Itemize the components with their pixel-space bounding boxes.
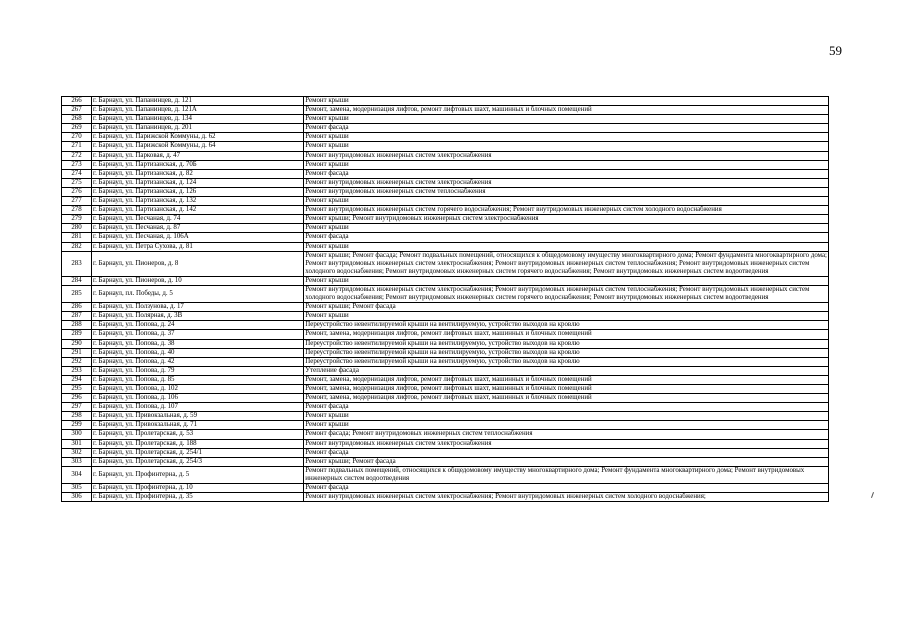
row-work-type: Ремонт крыши	[304, 421, 829, 430]
row-number: 279	[62, 215, 92, 224]
row-work-type: Ремонт крыши	[304, 242, 829, 251]
row-work-type: Ремонт внутридомовых инженерных систем электроснабжения; Ремонт внутридомовых инженерных систем холодного водоснабжения;	[304, 493, 829, 502]
row-work-type: Ремонт фасада	[304, 233, 829, 242]
row-address: г. Барнаул, ул. Папанинцев, д. 201	[92, 124, 304, 133]
table-row	[62, 151, 829, 160]
row-address: г. Барнаул, ул. Папанинцев, д. 121	[92, 97, 304, 106]
table-row	[62, 412, 829, 421]
row-address: г. Барнаул, ул. Петра Сухова, д. 81	[92, 242, 304, 251]
row-number: 305	[62, 484, 92, 493]
row-number: 280	[62, 224, 92, 233]
row-work-type: Ремонт внутридомовых инженерных систем электроснабжения	[304, 178, 829, 187]
table-row	[62, 197, 829, 206]
row-work-type: Ремонт фасада	[304, 448, 829, 457]
table-row	[62, 124, 829, 133]
row-work-type: Ремонт фасада	[304, 169, 829, 178]
row-number: 271	[62, 142, 92, 151]
table-row	[62, 403, 829, 412]
row-work-type: Ремонт крыши; Ремонт фасада	[304, 303, 829, 312]
row-number: 275	[62, 178, 92, 187]
row-address: г. Барнаул, ул. Партизанская, д. 70Б	[92, 160, 304, 169]
row-number: 299	[62, 421, 92, 430]
table-row	[62, 484, 829, 493]
row-work-type: Ремонт крыши; Ремонт внутридомовых инженерных систем электроснабжения	[304, 215, 829, 224]
row-work-type: Ремонт крыши; Ремонт фасада; Ремонт подвальных помещений, относящихся к общедомовому имуществу многоквартирного дома; Ремонт фундамента многоквартирного дома; Ремонт внутридомовых инженерных систем электроснабжения; Ремонт внутридомовых инженерных систем теплоснабжения; Ремонт внутридомовых инженерных систем холодного водоснабжения; Ремонт внутридомовых инженерных систем горячего водоснабжения; Ремонт внутридомовых инженерных систем водоотведения	[305, 251, 827, 275]
table-row	[62, 357, 829, 366]
table-row	[62, 187, 829, 196]
row-address: г. Барнаул, ул. Попова, д. 38	[92, 339, 304, 348]
row-work-type: Ремонт, замена, модернизация лифтов, ремонт лифтовых шахт, машинных и блочных помещений	[304, 394, 829, 403]
table-row	[62, 115, 829, 124]
row-address: г. Барнаул, ул. Партизанская, д. 142	[92, 206, 304, 215]
row-number: 296	[62, 394, 92, 403]
row-work-type: Ремонт крыши	[304, 97, 829, 106]
table-row	[62, 321, 829, 330]
row-work-type: Ремонт крыши	[304, 312, 829, 321]
row-work-type: Ремонт внутридомовых инженерных систем электроснабжения	[304, 439, 829, 448]
row-number: 268	[62, 115, 92, 124]
row-work-type: Ремонт, замена, модернизация лифтов, ремонт лифтовых шахт, машинных и блочных помещений	[304, 375, 829, 384]
row-address: г. Барнаул, ул. Профинтерна, д. 35	[92, 493, 304, 502]
row-number: 283	[62, 251, 92, 276]
repair-program-table	[61, 96, 829, 502]
row-number: 297	[62, 403, 92, 412]
row-number: 304	[62, 466, 92, 483]
page-number: 59	[829, 43, 842, 58]
row-work-type: Переустройство невентилируемой крыши на вентилируемую, устройство выходов на кровлю	[304, 357, 829, 366]
table-row	[62, 97, 829, 106]
row-work-type: Ремонт, замена, модернизация лифтов, ремонт лифтовых шахт, машинных и блочных помещений	[304, 330, 829, 339]
row-address: г. Барнаул, ул. Полярная, д. 3В	[92, 312, 304, 321]
row-address: г. Барнаул, ул. Папанинцев, д. 121А	[92, 106, 304, 115]
table-row	[62, 466, 829, 483]
row-number: 285	[62, 285, 92, 302]
row-address: г. Барнаул, ул. Попова, д. 42	[92, 357, 304, 366]
row-address: г. Барнаул, ул. Попова, д. 85	[92, 375, 304, 384]
table-row	[62, 276, 829, 285]
row-number: 295	[62, 385, 92, 394]
row-work-type: Ремонт внутридомовых инженерных систем теплоснабжения	[304, 187, 829, 196]
row-number: 270	[62, 133, 92, 142]
row-work-type: Ремонт подвальных помещений, относящихся к общедомовому имуществу многоквартирного дома; Ремонт фундамента многоквартирного дома; Ремонт внутридомовых инженерных систем водоотведения	[304, 466, 829, 483]
row-number: 266	[62, 97, 92, 106]
table-row	[62, 457, 829, 466]
row-work-type: Ремонт крыши	[304, 160, 829, 169]
table-row	[62, 303, 829, 312]
table-row	[62, 448, 829, 457]
table-row	[62, 394, 829, 403]
row-number: 282	[62, 242, 92, 251]
row-work-type: Ремонт фасада; Ремонт внутридомовых инженерных систем теплоснабжения	[304, 430, 829, 439]
row-work-type: Переустройство невентилируемой крыши на вентилируемую, устройство выходов на кровлю	[304, 321, 829, 330]
row-work-type: Ремонт внутридомовых инженерных систем электроснабжения	[304, 151, 829, 160]
row-address: г. Барнаул, ул. Пролетарская, д. 188	[92, 439, 304, 448]
row-work-type: Ремонт фасада	[304, 484, 829, 493]
row-address: г. Барнаул, ул. Ползунова, д. 17	[92, 303, 304, 312]
table-row	[62, 242, 829, 251]
row-address: г. Барнаул, ул. Пионеров, д. 10	[92, 276, 304, 285]
row-address: г. Барнаул, ул. Пролетарская, д. 254/3	[92, 457, 304, 466]
row-number: 298	[62, 412, 92, 421]
row-address: г. Барнаул, пл. Победы, д. 5	[92, 285, 304, 302]
row-address: г. Барнаул, ул. Партизанская, д. 82	[92, 169, 304, 178]
row-number: 300	[62, 430, 92, 439]
table-row	[62, 142, 829, 151]
row-address: г. Барнаул, ул. Партизанская, д. 126	[92, 187, 304, 196]
table-row	[62, 439, 829, 448]
row-work-type: Ремонт крыши	[304, 276, 829, 285]
table-row	[62, 385, 829, 394]
row-number: 278	[62, 206, 92, 215]
row-address: г. Барнаул, ул. Попова, д. 107	[92, 403, 304, 412]
row-number: 274	[62, 169, 92, 178]
table-row	[62, 160, 829, 169]
table-row	[62, 312, 829, 321]
row-work-type: Переустройство невентилируемой крыши на вентилируемую, устройство выходов на кровлю	[304, 348, 829, 357]
row-address: г. Барнаул, ул. Привокзальная, д. 71	[92, 421, 304, 430]
row-number: 294	[62, 375, 92, 384]
table-row	[62, 348, 829, 357]
row-address: г. Барнаул, ул. Попова, д. 102	[92, 385, 304, 394]
row-address: г. Барнаул, ул. Песчаная, д. 74	[92, 215, 304, 224]
row-address: г. Барнаул, ул. Парижской Коммуны, д. 62	[92, 133, 304, 142]
row-work-type: Ремонт крыши	[304, 224, 829, 233]
row-work-type: Ремонт внутридомовых инженерных систем электроснабжения; Ремонт внутридомовых инженерных систем теплоснабжения; Ремонт внутридомовых инженерных систем холодного водоснабжения; Ремонт внутридомовых инженерных систем горячего водоснабжения; Ремонт внутридомовых инженерных систем водоотведения	[304, 285, 829, 302]
row-work-type: Ремонт фасада	[304, 403, 829, 412]
row-number: 276	[62, 187, 92, 196]
table-row	[62, 178, 829, 187]
row-work-type: Ремонт крыши	[304, 133, 829, 142]
table-row	[62, 215, 829, 224]
table-row	[62, 133, 829, 142]
row-address: г. Барнаул, ул. Партизанская, д. 124	[92, 178, 304, 187]
row-work-type: Ремонт крыши	[304, 412, 829, 421]
row-work-type: Ремонт крыши	[304, 142, 829, 151]
row-work-type: Ремонт крыши; Ремонт фасада	[304, 457, 829, 466]
row-address: г. Барнаул, ул. Попова, д. 40	[92, 348, 304, 357]
row-address: г. Барнаул, ул. Профинтерна, д. 5	[92, 466, 304, 483]
row-work-type: Ремонт крыши	[304, 197, 829, 206]
table-row	[62, 251, 829, 276]
row-number: 287	[62, 312, 92, 321]
row-work-type: Ремонт, замена, модернизация лифтов, ремонт лифтовых шахт, машинных и блочных помещений	[304, 106, 829, 115]
table-row	[62, 493, 829, 502]
row-work-type: Утепление фасада	[304, 366, 829, 375]
table-row	[62, 339, 829, 348]
row-number: 273	[62, 160, 92, 169]
row-address: г. Барнаул, ул. Попова, д. 79	[92, 366, 304, 375]
row-number: 284	[62, 276, 92, 285]
table-row	[62, 224, 829, 233]
row-number: 289	[62, 330, 92, 339]
row-work-type: Переустройство невентилируемой крыши на вентилируемую, устройство выходов на кровлю	[304, 339, 829, 348]
table-row	[62, 330, 829, 339]
row-work-type: Ремонт, замена, модернизация лифтов, ремонт лифтовых шахт, машинных и блочных помещений	[304, 385, 829, 394]
row-number: 292	[62, 357, 92, 366]
row-number: 272	[62, 151, 92, 160]
table-row	[62, 430, 829, 439]
row-address: г. Барнаул, ул. Папанинцев, д. 134	[92, 115, 304, 124]
row-address: г. Барнаул, ул. Песчаная, д. 87	[92, 224, 304, 233]
row-address: г. Барнаул, ул. Профинтерна, д. 10	[92, 484, 304, 493]
row-number: 277	[62, 197, 92, 206]
row-number: 293	[62, 366, 92, 375]
row-address: г. Барнаул, ул. Попова, д. 24	[92, 321, 304, 330]
row-work-type: Ремонт фасада	[304, 124, 829, 133]
scan-mark	[871, 492, 874, 498]
table-row	[62, 366, 829, 375]
row-number: 301	[62, 439, 92, 448]
row-address: г. Барнаул, ул. Парижской Коммуны, д. 64	[92, 142, 304, 151]
row-number: 281	[62, 233, 92, 242]
row-number: 306	[62, 493, 92, 502]
table-row	[62, 421, 829, 430]
row-number: 291	[62, 348, 92, 357]
row-work-type: Ремонт крыши	[304, 115, 829, 124]
row-address: г. Барнаул, ул. Пионеров, д. 8	[92, 251, 304, 276]
row-address: г. Барнаул, ул. Пролетарская, д. 53	[92, 430, 304, 439]
row-address: г. Барнаул, ул. Партизанская, д. 132	[92, 197, 304, 206]
row-address: г. Барнаул, ул. Попова, д. 37	[92, 330, 304, 339]
table-row	[62, 375, 829, 384]
row-work-type: Ремонт внутридомовых инженерных систем горячего водоснабжения; Ремонт внутридомовых инженерных систем холодного водоснабжения	[304, 206, 829, 215]
table-row	[62, 285, 829, 302]
row-address: г. Барнаул, ул. Пролетарская, д. 254/1	[92, 448, 304, 457]
row-number: 303	[62, 457, 92, 466]
table-row	[62, 233, 829, 242]
row-number: 267	[62, 106, 92, 115]
row-address: г. Барнаул, ул. Песчаная, д. 106А	[92, 233, 304, 242]
row-number: 290	[62, 339, 92, 348]
row-address: г. Барнаул, ул. Привокзальная, д. 59	[92, 412, 304, 421]
row-number: 288	[62, 321, 92, 330]
row-number: 269	[62, 124, 92, 133]
table-row	[62, 106, 829, 115]
row-number: 302	[62, 448, 92, 457]
row-number: 286	[62, 303, 92, 312]
table-row	[62, 206, 829, 215]
row-address: г. Барнаул, ул. Парковая, д. 47	[92, 151, 304, 160]
table-row	[62, 169, 829, 178]
row-address: г. Барнаул, ул. Попова, д. 106	[92, 394, 304, 403]
